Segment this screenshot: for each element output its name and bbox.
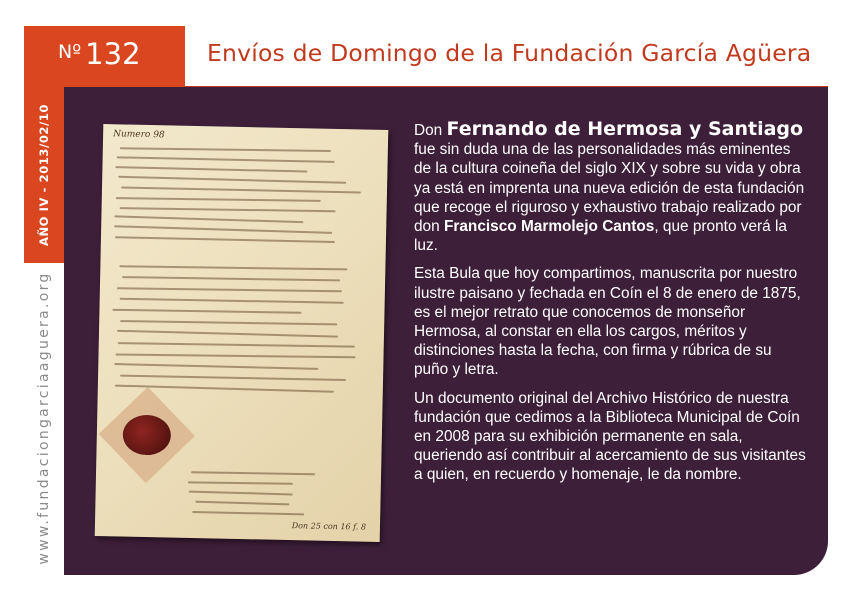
page-title: Envíos de Domingo de la Fundación García Agüera xyxy=(207,39,812,67)
handwriting-stroke xyxy=(117,342,354,347)
article-p1-body: fue sin duda una de las personalidades más eminentes de la cultura coineña del siglo XIX y sobre su vida y obra ya está en imprenta una nueva edición de esta fundación que recoge el riguroso y exhaustivo trabajo realizado por don xyxy=(414,141,805,236)
article-p1-end: , que pronto verá la luz. xyxy=(414,218,787,255)
issue-date: AÑO IV - 2013/02/10 xyxy=(37,103,51,247)
handwriting-stroke xyxy=(188,491,292,496)
handwriting-stroke xyxy=(122,276,340,281)
issue-number-prefix: Nº xyxy=(58,41,82,63)
handwriting-stroke xyxy=(115,236,335,242)
handwriting-stroke xyxy=(112,309,301,314)
author-name: Francisco Marmolejo Cantos xyxy=(443,218,655,236)
article-text xyxy=(414,120,806,494)
handwriting-stroke xyxy=(116,197,321,201)
article-paragraph-1 xyxy=(414,120,806,255)
handwriting-stroke xyxy=(188,481,293,484)
article-paragraph-2: Esta Bula que hoy compartimos, manuscrita por nuestro ilustre paisano y fechada en Coín el 8 de enero de 1875, es el mejor retrato que conocemos de monseñor Hermosa, al constar en ella los cargos, méritos y distinciones hasta la fecha, con firma y rúbrica de su puño y letra. xyxy=(414,265,801,379)
handwriting-stroke xyxy=(118,176,346,184)
handwriting-stroke xyxy=(191,471,315,475)
manuscript-footer: Don 25 con 16 f. 8 xyxy=(291,521,367,532)
handwriting-stroke xyxy=(121,186,361,193)
handwriting-stroke xyxy=(117,156,335,162)
handwriting-stroke xyxy=(117,287,342,292)
website-url[interactable]: www.fundaciongarciaaguera.org xyxy=(36,271,52,565)
manuscript-heading: Numero 98 xyxy=(113,129,165,141)
issue-number xyxy=(58,36,141,76)
handwriting-stroke xyxy=(115,353,355,357)
subject-name: Fernando de Hermosa y Santiago xyxy=(446,118,804,140)
handwriting-stroke xyxy=(120,320,337,325)
manuscript-image xyxy=(95,124,389,542)
handwriting-stroke xyxy=(114,215,303,222)
handwriting-stroke xyxy=(120,375,345,381)
handwriting-stroke xyxy=(117,330,338,337)
issue-number-value: 132 xyxy=(85,37,141,71)
handwriting-stroke xyxy=(114,363,318,369)
handwriting-stroke xyxy=(195,501,289,505)
article-paragraph-3: Un documento original del Archivo Histórico de nuestra fundación que cedimos a la Biblioteca Municipal de Coín en 2008 para su exhibición permanente en sala, queriendo así contribuir al acercamiento de sus visitantes a quien, en recuerdo y homenaje, le da nombre. xyxy=(414,389,806,484)
handwriting-stroke xyxy=(119,298,343,304)
handwriting-stroke xyxy=(119,265,347,270)
handwriting-stroke xyxy=(193,511,305,515)
handwriting-stroke xyxy=(119,207,335,212)
article-lead: Don xyxy=(414,122,447,139)
handwriting-stroke xyxy=(115,166,307,172)
handwriting-stroke xyxy=(114,225,332,233)
handwriting-stroke xyxy=(120,147,331,151)
